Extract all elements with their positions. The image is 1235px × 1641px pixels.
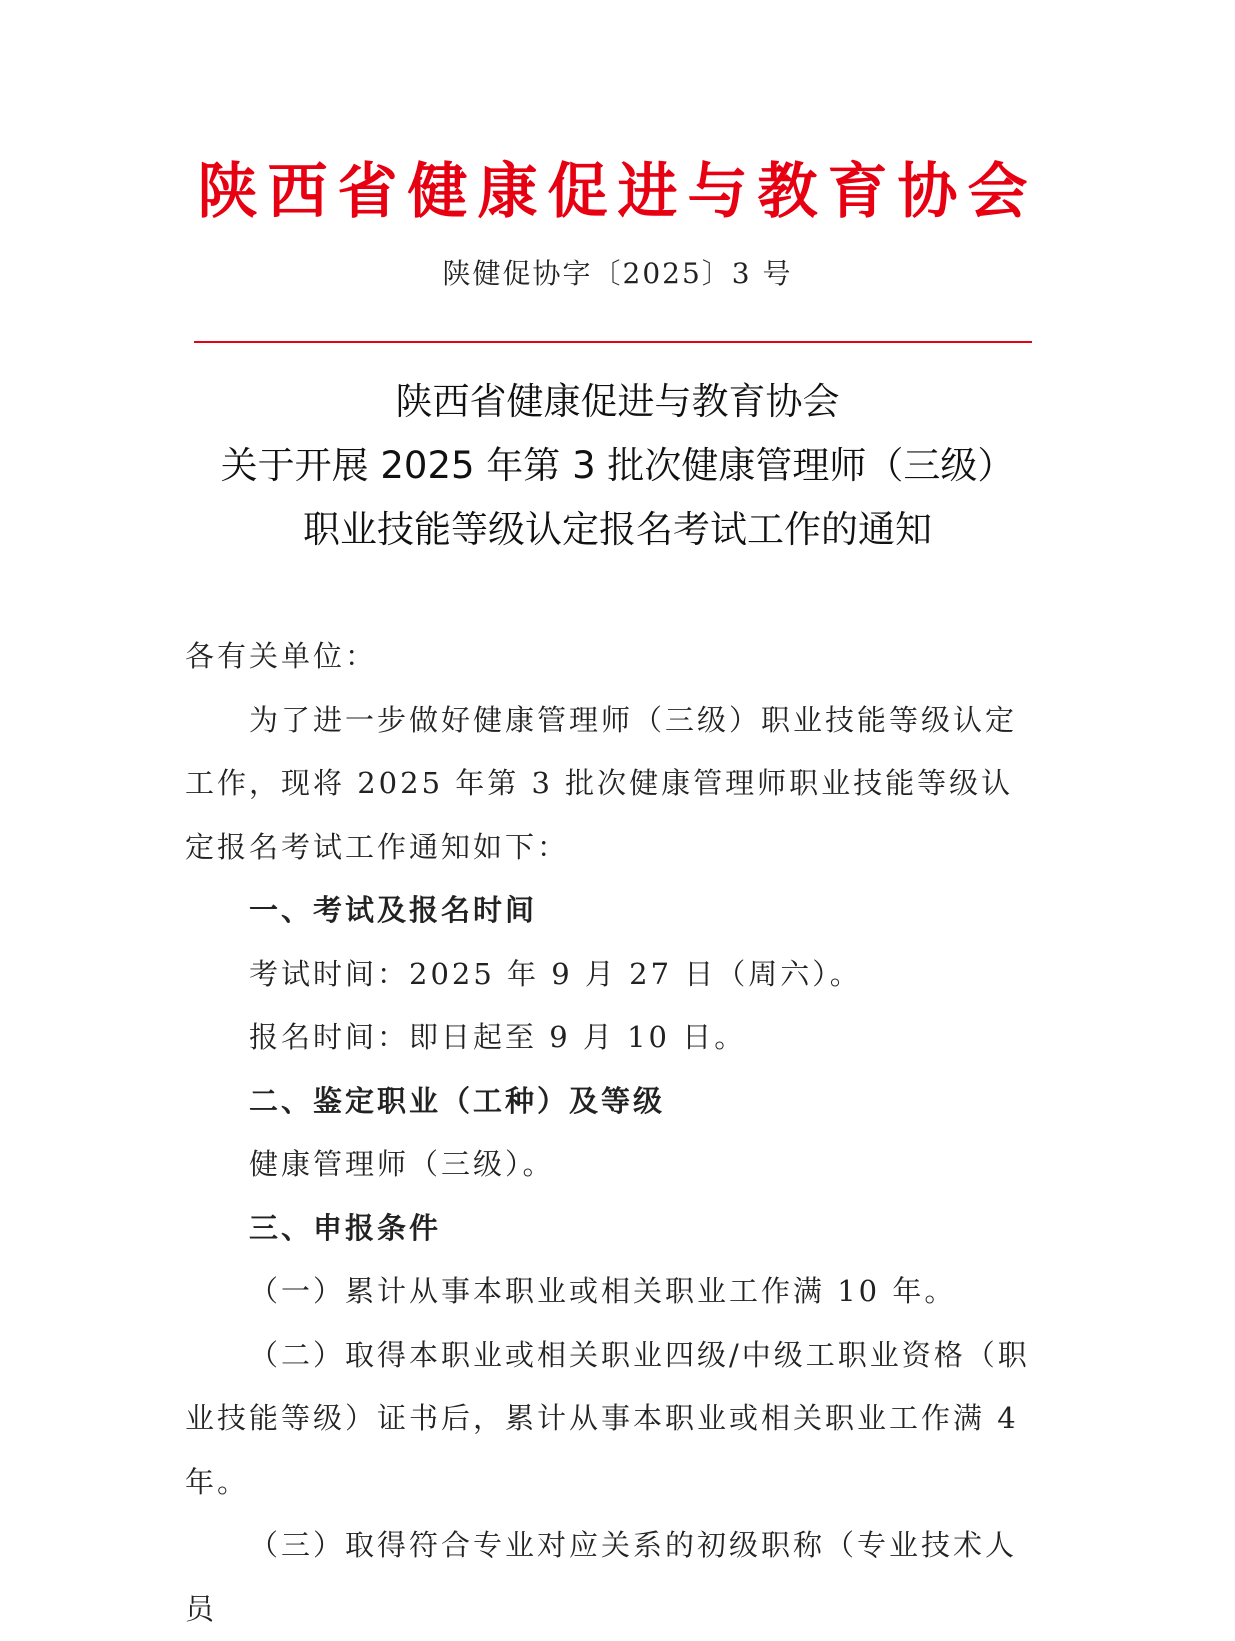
exam-time: 考试时间：2025 年 9 月 27 日（周六）。 xyxy=(249,956,862,991)
title-line-1: 陕西省健康促进与教育协会 xyxy=(395,380,840,423)
title-line-3: 职业技能等级认定报名考试工作的通知 xyxy=(303,508,932,551)
section-2-content: 健康管理师（三级）。 xyxy=(249,1147,555,1181)
condition-item-1: （一）累计从事本职业或相关职业工作满 10 年。 xyxy=(249,1274,957,1308)
intro-paragraph: 为了进一步做好健康管理师（三级）职业技能等级认定工作，现将 2025 年第 3 批次健康管理师职业技能等级认定报名考试工作通知如下： xyxy=(185,702,1018,864)
registration-time: 报名时间：即日起至 9 月 10 日。 xyxy=(249,1020,747,1054)
red-divider-line xyxy=(194,341,1032,343)
condition-item-3: （三）取得符合专业对应关系的初级职称（专业技术人员 xyxy=(185,1528,1018,1626)
organization-masthead: 陕西省健康促进与教育协会 xyxy=(197,157,1038,227)
section-1-heading: 一、考试及报名时间 xyxy=(249,893,538,927)
salutation: 各有关单位： xyxy=(185,639,378,673)
document-number: 陕健促协字〔2025〕3 号 xyxy=(442,257,793,290)
notice-title xyxy=(150,370,1085,562)
title-line-2: 关于开展 2025 年第 3 批次健康管理师（三级） xyxy=(220,444,1015,487)
section-2-heading: 二、鉴定职业（工种）及等级 xyxy=(249,1083,666,1118)
section-3-heading: 三、申报条件 xyxy=(249,1210,442,1245)
notice-body xyxy=(185,625,1030,1641)
condition-item-2: （二）取得本职业或相关职业四级/中级工职业资格（职业技能等级）证书后，累计从事本职业或相关职业工作满 4 年。 xyxy=(185,1337,1030,1499)
